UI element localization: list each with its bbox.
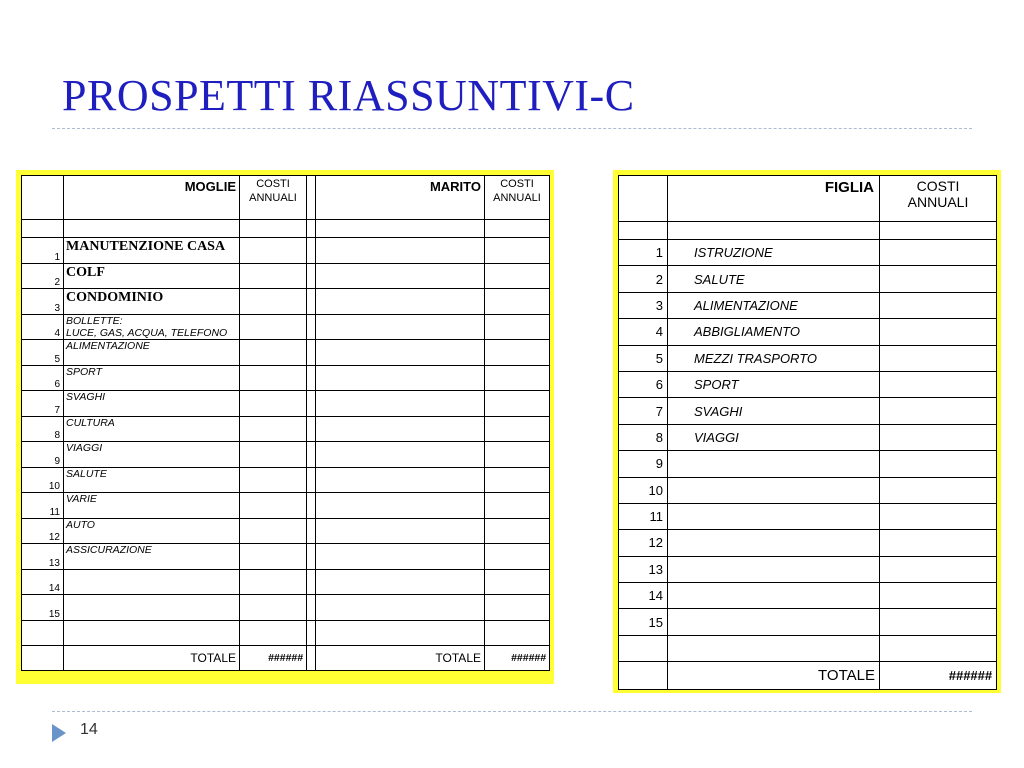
moglie-cost-cell[interactable] [240, 493, 307, 519]
moglie-cost-cell[interactable] [240, 569, 307, 595]
moglie-costi-header [240, 176, 307, 220]
expense-label [64, 544, 240, 570]
marito-item-cell[interactable] [316, 467, 485, 493]
expense-label [64, 595, 240, 621]
row-number: 14 [619, 583, 668, 609]
marito-cost-cell[interactable] [485, 569, 550, 595]
moglie-cost-cell[interactable] [240, 544, 307, 570]
moglie-marito-table-frame [16, 170, 554, 684]
row-number: 8 [22, 416, 64, 442]
figlia-cost-cell[interactable] [880, 319, 997, 345]
moglie-cost-cell[interactable] [240, 595, 307, 621]
figlia-cost-cell[interactable] [880, 292, 997, 318]
moglie-total-label: TOTALE [64, 645, 240, 670]
table-row [619, 398, 997, 424]
moglie-cost-cell[interactable] [240, 391, 307, 417]
moglie-total-value: ###### [240, 645, 307, 670]
moglie-cost-cell[interactable] [240, 289, 307, 315]
spacer-row [619, 222, 997, 240]
table-row [619, 583, 997, 609]
moglie-cost-cell[interactable] [240, 314, 307, 340]
costi-label: COSTI [256, 178, 290, 190]
moglie-header: MOGLIE [64, 176, 240, 220]
marito-total-value: ###### [485, 645, 550, 670]
marito-cost-cell[interactable] [485, 263, 550, 289]
figlia-cost-cell[interactable] [880, 477, 997, 503]
table-header-row [619, 176, 997, 222]
table-row [619, 503, 997, 529]
row-number: 4 [619, 319, 668, 345]
expense-label: ABBIGLIAMENTO [668, 319, 880, 345]
table-row [619, 424, 997, 450]
marito-cost-cell[interactable] [485, 442, 550, 468]
expense-label-line: VIAGGI [66, 442, 103, 454]
marito-cost-cell[interactable] [485, 289, 550, 315]
row-number: 11 [619, 503, 668, 529]
costi-label: COSTI [916, 178, 960, 194]
marito-item-cell[interactable] [316, 263, 485, 289]
table-row [22, 391, 550, 417]
moglie-cost-cell[interactable] [240, 442, 307, 468]
row-number: 13 [22, 544, 64, 570]
moglie-cost-cell[interactable] [240, 365, 307, 391]
marito-item-cell[interactable] [316, 544, 485, 570]
triangle-bullet-icon [52, 724, 66, 742]
marito-cost-cell[interactable] [485, 416, 550, 442]
row-number: 7 [619, 398, 668, 424]
expense-label: ISTRUZIONE [668, 240, 880, 266]
row-number: 1 [619, 240, 668, 266]
row-number: 6 [22, 365, 64, 391]
row-number: 15 [22, 595, 64, 621]
row-number: 11 [22, 493, 64, 519]
total-row [619, 661, 997, 689]
expense-label [64, 340, 240, 366]
expense-label [64, 442, 240, 468]
figlia-cost-cell[interactable] [880, 451, 997, 477]
expense-label-line: SALUTE [66, 467, 107, 480]
marito-cost-cell[interactable] [485, 493, 550, 519]
row-number: 14 [22, 569, 64, 595]
marito-item-cell[interactable] [316, 289, 485, 315]
figlia-costi-header [880, 176, 997, 222]
title-divider [52, 128, 972, 129]
table-row [619, 556, 997, 582]
expense-label-line: VARIE [66, 493, 97, 505]
expense-label [64, 518, 240, 544]
expense-label: SPORT [668, 371, 880, 397]
table-row [619, 371, 997, 397]
total-row [22, 645, 550, 670]
expense-label [668, 583, 880, 609]
expense-label-line: LUCE, GAS, ACQUA, TELEFONO [66, 326, 228, 339]
expense-label-line: ASSICURAZIONE [66, 544, 152, 556]
marito-total-label: TOTALE [316, 645, 485, 670]
row-number: 12 [22, 518, 64, 544]
marito-cost-cell[interactable] [485, 365, 550, 391]
figlia-header: FIGLIA [668, 176, 880, 222]
marito-item-cell[interactable] [316, 238, 485, 264]
table-row [619, 240, 997, 266]
marito-item-cell[interactable] [316, 569, 485, 595]
table-row [22, 238, 550, 264]
table-row [22, 340, 550, 366]
marito-item-cell[interactable] [316, 416, 485, 442]
table-row [619, 477, 997, 503]
row-number: 12 [619, 530, 668, 556]
figlia-cost-cell[interactable] [880, 240, 997, 266]
expense-label-line: BOLLETTE: [66, 314, 123, 327]
figlia-total-value: ###### [880, 661, 997, 689]
row-number: 15 [619, 609, 668, 635]
figlia-total-label: TOTALE [668, 661, 880, 689]
expense-label [668, 451, 880, 477]
row-number: 5 [619, 345, 668, 371]
spacer-row [22, 220, 550, 238]
expense-label: SALUTE [668, 266, 880, 292]
row-number: 7 [22, 391, 64, 417]
moglie-marito-table [21, 175, 550, 671]
expense-label [64, 314, 240, 340]
figlia-cost-cell[interactable] [880, 345, 997, 371]
row-number: 2 [22, 263, 64, 289]
table-row [619, 266, 997, 292]
row-number: 9 [22, 442, 64, 468]
moglie-cost-cell[interactable] [240, 518, 307, 544]
table-row [619, 609, 997, 635]
expense-label-line: SVAGHI [66, 391, 106, 403]
figlia-cost-cell[interactable] [880, 424, 997, 450]
marito-cost-cell[interactable] [485, 238, 550, 264]
expense-label [668, 556, 880, 582]
expense-label: VIAGGI [668, 424, 880, 450]
marito-item-cell[interactable] [316, 314, 485, 340]
expense-label-line: SPORT [66, 365, 102, 378]
table-row [619, 319, 997, 345]
expense-label-line: CULTURA [66, 416, 115, 429]
slide-title: PROSPETTI RIASSUNTIVI-C [62, 71, 635, 120]
row-number: 13 [619, 556, 668, 582]
marito-cost-cell[interactable] [485, 391, 550, 417]
row-number: 2 [619, 266, 668, 292]
expense-label [64, 467, 240, 493]
marito-cost-cell[interactable] [485, 340, 550, 366]
table-row [22, 569, 550, 595]
marito-cost-cell[interactable] [485, 314, 550, 340]
expense-label: SVAGHI [668, 398, 880, 424]
expense-label-line: ALIMENTAZIONE [66, 340, 150, 352]
marito-item-cell[interactable] [316, 391, 485, 417]
expense-label-line: AUTO [66, 518, 95, 531]
spacer-row [619, 635, 997, 661]
footer-divider [52, 711, 972, 712]
figlia-cost-cell[interactable] [880, 266, 997, 292]
annuali-label: ANNUALI [249, 192, 297, 204]
row-number: 4 [22, 314, 64, 340]
table-row [22, 544, 550, 570]
expense-label [64, 569, 240, 595]
marito-item-cell[interactable] [316, 518, 485, 544]
expense-label: MANUTENZIONE CASA [64, 238, 240, 264]
expense-label [64, 391, 240, 417]
table-row [22, 289, 550, 315]
marito-item-cell[interactable] [316, 595, 485, 621]
expense-label: COLF [64, 263, 240, 289]
table-row [22, 263, 550, 289]
expense-label: ALIMENTAZIONE [668, 292, 880, 318]
marito-item-cell[interactable] [316, 442, 485, 468]
table-row [22, 493, 550, 519]
costi-label: COSTI [500, 178, 534, 190]
table-row [22, 416, 550, 442]
expense-label: CONDOMINIO [64, 289, 240, 315]
row-number: 3 [619, 292, 668, 318]
row-number: 1 [22, 238, 64, 264]
figlia-cost-cell[interactable] [880, 583, 997, 609]
row-number: 10 [619, 477, 668, 503]
table-row [22, 518, 550, 544]
table-row [619, 530, 997, 556]
marito-item-cell[interactable] [316, 365, 485, 391]
moglie-cost-cell[interactable] [240, 263, 307, 289]
marito-cost-cell[interactable] [485, 518, 550, 544]
marito-cost-cell[interactable] [485, 544, 550, 570]
moglie-cost-cell[interactable] [240, 467, 307, 493]
row-number: 6 [619, 371, 668, 397]
marito-costi-header [485, 176, 550, 220]
table-row [619, 345, 997, 371]
row-number: 10 [22, 467, 64, 493]
expense-label [668, 477, 880, 503]
moglie-cost-cell[interactable] [240, 238, 307, 264]
marito-cost-cell[interactable] [485, 595, 550, 621]
table-row [22, 314, 550, 340]
figlia-cost-cell[interactable] [880, 530, 997, 556]
table-header-row [22, 176, 550, 220]
expense-label [668, 530, 880, 556]
table-row [22, 467, 550, 493]
page-number: 14 [80, 721, 98, 738]
table-row [619, 292, 997, 318]
annuali-label: ANNUALI [907, 194, 969, 210]
spacer-row [22, 620, 550, 645]
table-row [22, 595, 550, 621]
figlia-table-frame [613, 170, 1001, 693]
marito-item-cell[interactable] [316, 493, 485, 519]
expense-label [668, 503, 880, 529]
expense-label [64, 493, 240, 519]
figlia-cost-cell[interactable] [880, 609, 997, 635]
marito-cost-cell[interactable] [485, 467, 550, 493]
moglie-cost-cell[interactable] [240, 416, 307, 442]
figlia-cost-cell[interactable] [880, 556, 997, 582]
expense-label [64, 365, 240, 391]
table-row [619, 451, 997, 477]
row-number: 8 [619, 424, 668, 450]
row-number: 9 [619, 451, 668, 477]
figlia-cost-cell[interactable] [880, 503, 997, 529]
expense-label [64, 416, 240, 442]
moglie-cost-cell[interactable] [240, 340, 307, 366]
figlia-cost-cell[interactable] [880, 371, 997, 397]
expense-label [668, 609, 880, 635]
table-row [22, 365, 550, 391]
figlia-table [618, 175, 997, 690]
figlia-cost-cell[interactable] [880, 398, 997, 424]
row-number: 3 [22, 289, 64, 315]
marito-header: MARITO [316, 176, 485, 220]
annuali-label: ANNUALI [493, 192, 541, 204]
marito-item-cell[interactable] [316, 340, 485, 366]
table-row [22, 442, 550, 468]
expense-label: MEZZI TRASPORTO [668, 345, 880, 371]
row-number: 5 [22, 340, 64, 366]
